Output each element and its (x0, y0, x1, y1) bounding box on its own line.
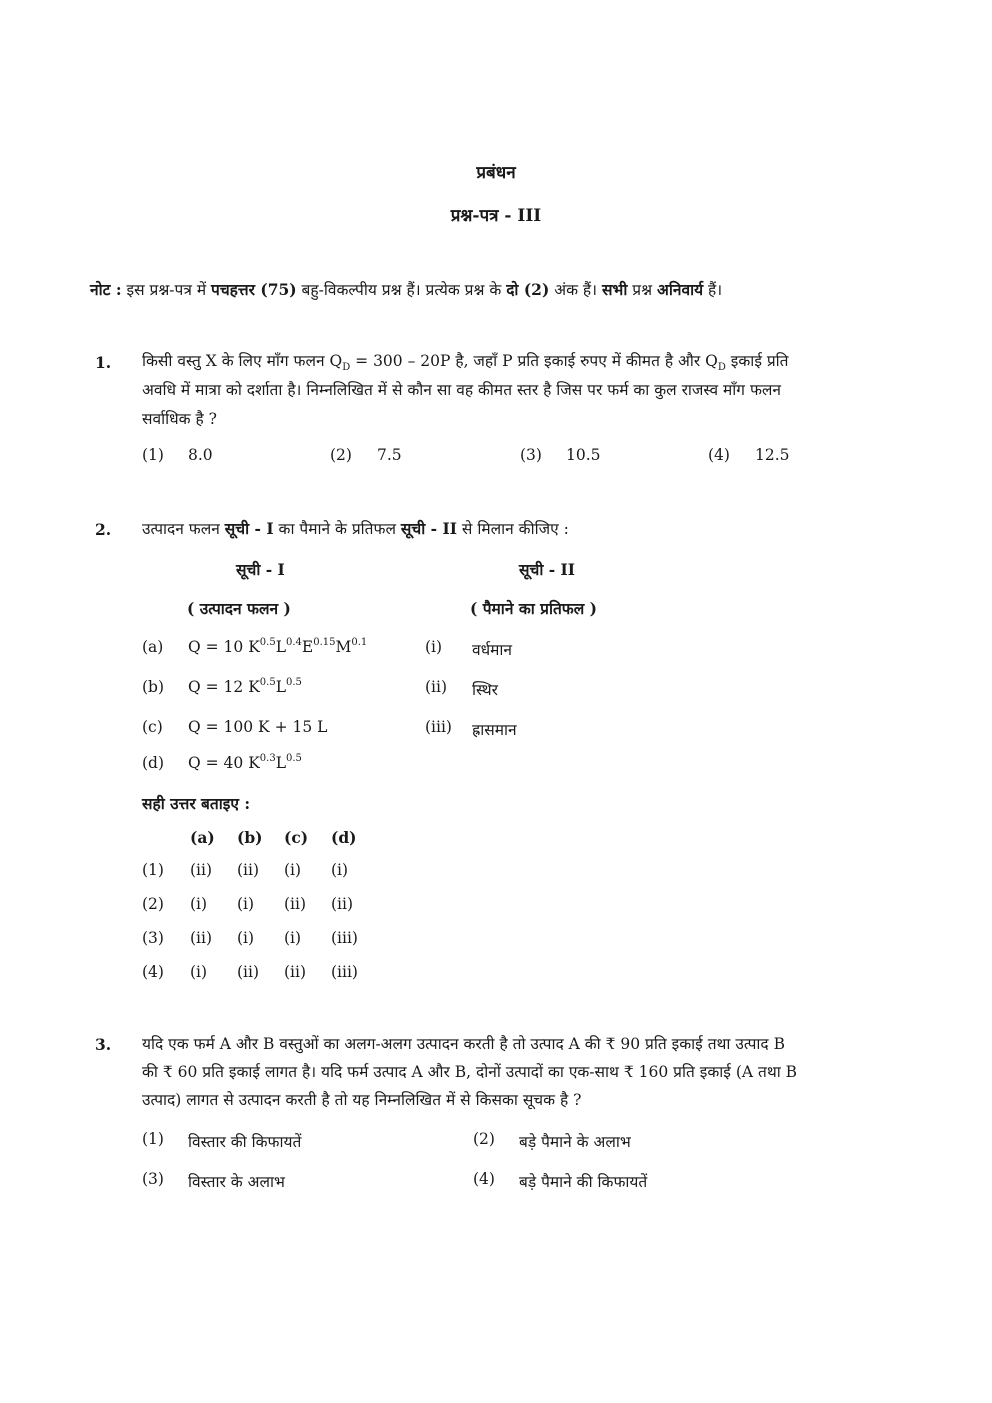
code-cell: (ii) (190, 929, 213, 947)
q1-option-2-num[interactable]: (2) (330, 446, 352, 464)
q1-option-1-text[interactable]: 8.0 (188, 446, 213, 464)
code-cell: (i) (237, 895, 255, 913)
q1-option-3-text[interactable]: 10.5 (566, 446, 601, 464)
code-cell: (i) (190, 895, 208, 913)
exponent: 0.1 (351, 637, 368, 648)
list-1-item-a (188, 638, 367, 656)
exponent: 0.15 (313, 637, 336, 648)
code-option-num[interactable]: (1) (142, 861, 164, 879)
question-3-line-3: उत्पाद) लागत से उत्पादन करती है तो यह निम्नलिखित में से किसका सूचक है ? (142, 1091, 582, 1109)
note-text-2: बहु-विकल्पीय प्रश्न हैं। प्रत्येक प्रश्न के (301, 281, 502, 299)
q3-option-3-num[interactable]: (3) (142, 1170, 164, 1188)
codes-header-a: (a) (190, 828, 215, 847)
formula-part: L (275, 638, 286, 656)
q3-option-4-text[interactable]: बड़े पैमाने की किफायतें (519, 1173, 648, 1191)
formula-part: M (335, 638, 352, 656)
q2-stem-list-1: सूची - I (224, 519, 274, 538)
list-1-item-label: (a) (142, 638, 164, 656)
list-2-item-text: स्थिर (472, 681, 498, 699)
q1-subscript-d: D (342, 362, 351, 373)
q3-option-4-num[interactable]: (4) (473, 1170, 495, 1188)
note-text-4: प्रश्न (632, 281, 653, 299)
list-1-item-label: (b) (142, 678, 165, 696)
question-1-line-3: सर्वाधिक है ? (142, 410, 217, 428)
page-subject-title: प्रबंधन (476, 163, 516, 183)
question-number: 3. (95, 1035, 112, 1054)
q2-stem-e: से मिलान कीजिए : (461, 520, 569, 538)
list-2-subtitle: ( पैमाने का प्रतिफल ) (470, 599, 597, 618)
code-option-num[interactable]: (4) (142, 963, 164, 981)
code-option-num[interactable]: (3) (142, 929, 164, 947)
list-1-item-label: (c) (142, 718, 163, 736)
codes-header-d: (d) (331, 828, 357, 847)
q3-option-2-num[interactable]: (2) (473, 1130, 495, 1148)
code-cell: (i) (284, 861, 302, 879)
q1-option-2-text[interactable]: 7.5 (377, 446, 402, 464)
question-3-line-1: यदि एक फर्म A और B वस्तुओं का अलग-अलग उत्पादन करती है तो उत्पाद A की ₹ 90 प्रति इकाई तथा उत्पाद B (142, 1035, 785, 1053)
exponent: 0.4 (285, 637, 302, 648)
code-option-num[interactable]: (2) (142, 895, 164, 913)
q1-subscript-d-2: D (717, 362, 726, 373)
note-label: नोट : (90, 280, 122, 299)
q2-stem-list-2: सूची - II (400, 519, 457, 538)
q3-option-1-num[interactable]: (1) (142, 1130, 164, 1148)
list-1-item-label: (d) (142, 754, 165, 772)
code-cell: (ii) (190, 861, 213, 879)
code-cell: (ii) (237, 861, 260, 879)
question-3-line-2: की ₹ 60 प्रति इकाई लागत है। यदि फर्म उत्पाद A और B, दोनों उत्पादों का एक-साथ ₹ 160 प्रति इकाई (A तथा B (142, 1063, 798, 1081)
q1-text-b: = 300 – 20P है, जहाँ P प्रति इकाई रुपए में कीमत है और Q (350, 352, 718, 370)
code-cell: (i) (284, 929, 302, 947)
code-cell: (ii) (331, 895, 354, 913)
q2-stem-a: उत्पादन फलन (142, 520, 220, 538)
note-text-5: हैं। (708, 281, 723, 299)
list-1-item-c: Q = 100 K + 15 L (188, 718, 328, 736)
question-number: 1. (95, 353, 112, 372)
formula-part: Q = 40 K (188, 754, 260, 772)
paper-title: प्रश्न-पत्र - III (450, 206, 542, 226)
q3-option-2-text[interactable]: बड़े पैमाने के अलाभ (519, 1133, 631, 1151)
question-1-line-1 (142, 349, 789, 371)
note-line (90, 278, 910, 300)
note-all: सभी (601, 280, 628, 299)
formula-part: Q = 10 K (188, 638, 260, 656)
codes-header-c: (c) (284, 828, 309, 847)
q1-option-3-num[interactable]: (3) (520, 446, 542, 464)
answer-prompt: सही उत्तर बताइए : (142, 794, 251, 813)
code-cell: (ii) (284, 895, 307, 913)
list-2-item-text: ह्रासमान (472, 721, 517, 739)
q1-option-1-num[interactable]: (1) (142, 446, 164, 464)
exponent: 0.5 (259, 637, 276, 648)
q2-stem-c: का पैमाने के प्रतिफल (278, 520, 396, 538)
q1-option-4-text[interactable]: 12.5 (755, 446, 790, 464)
formula-part: Q = 12 K (188, 678, 260, 696)
list-1-title: सूची - I (236, 560, 285, 579)
formula-part: E (301, 638, 314, 656)
code-cell: (i) (190, 963, 208, 981)
exponent: 0.5 (259, 677, 276, 688)
exponent: 0.3 (259, 753, 276, 764)
list-2-title: सूची - II (519, 560, 576, 579)
q3-option-1-text[interactable]: विस्तार की किफायतें (188, 1133, 302, 1151)
q1-option-4-num[interactable]: (4) (708, 446, 730, 464)
note-marks: दो (2) (506, 280, 550, 299)
list-2-item-text: वर्धमान (472, 641, 513, 659)
exponent: 0.5 (285, 753, 302, 764)
list-2-item-label: (i) (425, 638, 443, 656)
question-2-stem (142, 517, 569, 539)
q1-text-a: किसी वस्तु X के लिए माँग फलन Q (142, 352, 343, 370)
formula-part: L (275, 678, 286, 696)
exponent: 0.5 (285, 677, 302, 688)
list-1-item-b (188, 678, 302, 696)
list-1-subtitle: ( उत्पादन फलन ) (187, 599, 291, 618)
code-cell: (ii) (237, 963, 260, 981)
list-2-item-label: (iii) (425, 718, 452, 736)
q3-option-3-text[interactable]: विस्तार के अलाभ (188, 1173, 285, 1191)
question-1-line-2: अवधि में मात्रा को दर्शाता है। निम्नलिखित में से कौन सा वह कीमत स्तर है जिस पर फर्म का कुल राजस्व माँग फलन (142, 381, 782, 399)
q1-text-c: इकाई प्रति (725, 352, 789, 370)
code-cell: (ii) (284, 963, 307, 981)
note-compulsory: अनिवार्य (657, 280, 704, 299)
code-cell: (i) (237, 929, 255, 947)
code-cell: (iii) (331, 963, 358, 981)
question-number: 2. (95, 520, 112, 539)
formula-part: L (275, 754, 286, 772)
code-cell: (i) (331, 861, 349, 879)
codes-header-b: (b) (237, 828, 263, 847)
note-text-1: इस प्रश्न-पत्र में (126, 281, 207, 299)
code-cell: (iii) (331, 929, 358, 947)
list-2-item-label: (ii) (425, 678, 448, 696)
note-count: पचहत्तर (75) (211, 280, 297, 299)
list-1-item-d (188, 754, 302, 772)
note-text-3: अंक हैं। (554, 281, 598, 299)
